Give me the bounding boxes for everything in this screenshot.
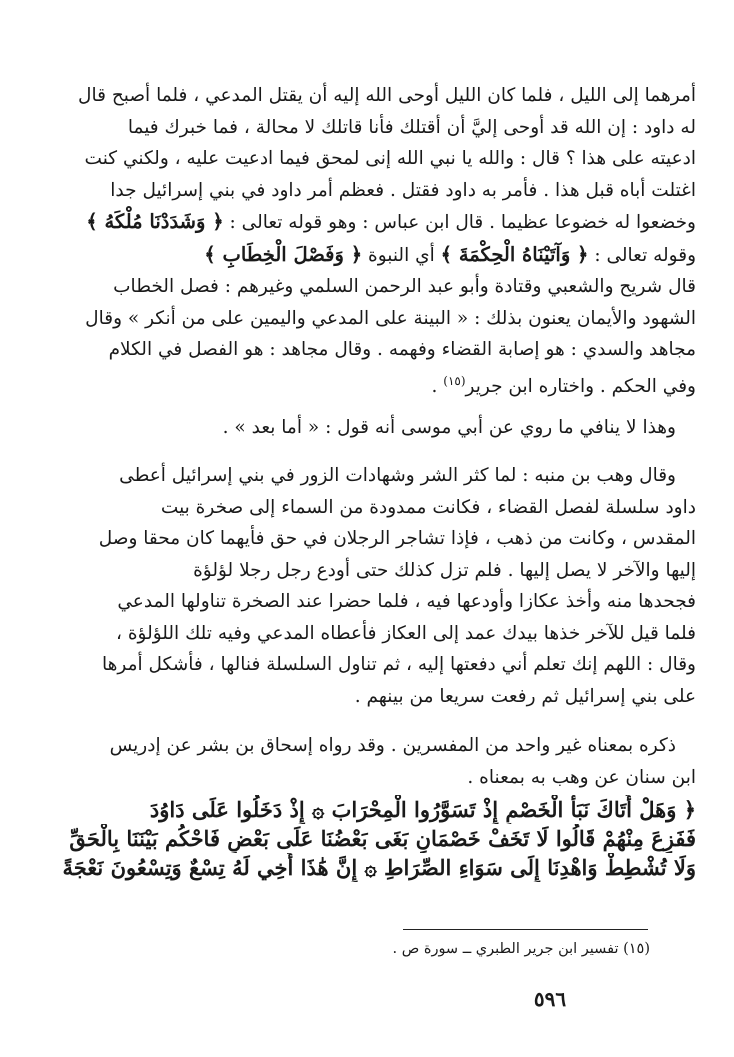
paragraph-2 xyxy=(50,412,696,444)
text-line: قال شريح والشعبي وقتادة وأبو عبد الرحمن السلمي وغيرهم : فصل الخطاب xyxy=(113,276,696,297)
text-line xyxy=(50,239,696,272)
text-line: اغتلت أباه قبل هذا . فأمر به داود فقتل . فعظم أمر داود في بني إسرائيل جدا xyxy=(110,179,696,201)
text-line: فلما قيل للآخر خذها بيدك عمد إلى العكاز فأعطاه المدعي وفيه تلك اللؤلؤة ، xyxy=(116,622,696,644)
paragraph-4 xyxy=(50,730,696,793)
text-line: وقال وهب بن منبه : لما كثر الشر وشهادات الزور في بني إسرائيل أعطى xyxy=(119,465,676,486)
footnote-reference: (١٥) xyxy=(443,373,466,388)
text-line xyxy=(50,206,696,239)
text-segment: أي النبوة xyxy=(362,244,441,266)
quran-verse: ﴿ وَشَدَدْنَا مُلْكَهُ ﴾ xyxy=(86,210,224,233)
text-segment: وقوله تعالى : xyxy=(588,244,696,266)
text-line: على بني إسرائيل ثم رفعت سريعا من بينهم . xyxy=(354,685,696,707)
paragraph-1 xyxy=(50,80,696,402)
text-line xyxy=(50,366,696,403)
text-line: إليها والآخر لا يصل إليها . فلم تزل كذلك حتى أودع رجل رجلا لؤلؤة xyxy=(193,559,696,581)
text-line: أمرهما إلى الليل ، فلما كان الليل أوحى الله إليه أن يقتل المدعي ، فلما أصبح قال xyxy=(78,85,696,106)
footnote: (١٥) تفسير ابن جرير الطبري ــ سورة ص . xyxy=(392,941,650,957)
quran-verse: ﴿ وَفَصْلَ الْخِطَابِ ﴾ xyxy=(204,242,363,266)
page-number: ٥٩٦ xyxy=(533,987,567,1011)
quran-verse: ﴿ وَآتَيْنَاهُ الْحِكْمَةَ ﴾ xyxy=(440,242,589,266)
text-segment: وخضعوا له خضوعا عظيما . قال ابن عباس : وهو قوله تعالى : xyxy=(229,212,696,233)
text-line: وهذا لا ينافي ما روي عن أبي موسى أنه قول : « أما بعد » . xyxy=(222,417,676,438)
verse-line: ﴿ وَهَلْ أَتَاكَ نَبَأُ الْخَصْمِ إِذْ تَسَوَّرُوا الْمِحْرَابَ ۞ إِذْ دَخَلُوا عَلَى دَاوُدَ xyxy=(149,797,696,822)
text-line: الشهود والأيمان يعنون بذلك : « البينة على المدعي واليمين على من أنكر » وقال xyxy=(85,307,696,329)
text-line: وقال : اللهم إنك تعلم أني دفعتها إليه ، ثم تناول السلسلة فنالها ، فأشكل أمرها xyxy=(102,654,696,675)
text-segment: وفي الحكم . واختاره ابن جرير xyxy=(465,375,696,397)
footnote-divider xyxy=(403,929,648,930)
text-line: ادعيته على هذا ؟ قال : والله يا نبي الله إنى لمحق فيما ادعيت عليه ، ولكني كنت xyxy=(84,148,696,169)
text-line: ذكره بمعناه غير واحد من المفسرين . وقد رواه إسحاق بن بشر عن إدريس xyxy=(109,735,676,756)
text-line: فجحدها منه وأخذ عكازا وأودعها فيه ، فلما حضرا عند الصخرة تناولها المدعي xyxy=(117,591,696,612)
quran-verse-block xyxy=(50,795,696,882)
text-line: له داود : إن الله قد أوحى إليَّ أن أقتلك فأنا قاتلك لا محالة ، فما خبرك فيما xyxy=(127,116,696,138)
text-segment: . xyxy=(431,375,438,397)
verse-line: فَفَزِعَ مِنْهُمْ قَالُوا لَا تَخَفْ خَصْمَانِ بَغَى بَعْضُنَا عَلَى بَعْضٍ فَاحْكُم بَيْنَنَا بِالْحَقِّ xyxy=(69,826,696,851)
text-line: داود سلسلة لفصل القضاء ، فكانت ممدودة من السماء إلى صخرة بيت xyxy=(160,496,696,518)
paragraph-3 xyxy=(50,460,696,712)
text-line: المقدس ، وكانت من ذهب ، فإذا تشاجر الرجلان في حق فأيهما كان محقا وصل xyxy=(98,528,696,549)
text-line: مجاهد والسدي : هو إصابة القضاء وفهمه . وقال مجاهد : هو الفصل في الكلام xyxy=(108,339,696,360)
text-line: ابن سنان عن وهب به بمعناه . xyxy=(467,766,696,788)
verse-line: وَلَا تُشْطِطْ وَاهْدِنَا إِلَى سَوَاءِ الصِّرَاطِ ۞ إِنَّ هَٰذَا أَخِي لَهُ تِسْعٌ وَتِسْعُونَ نَعْجَةً xyxy=(62,855,696,880)
